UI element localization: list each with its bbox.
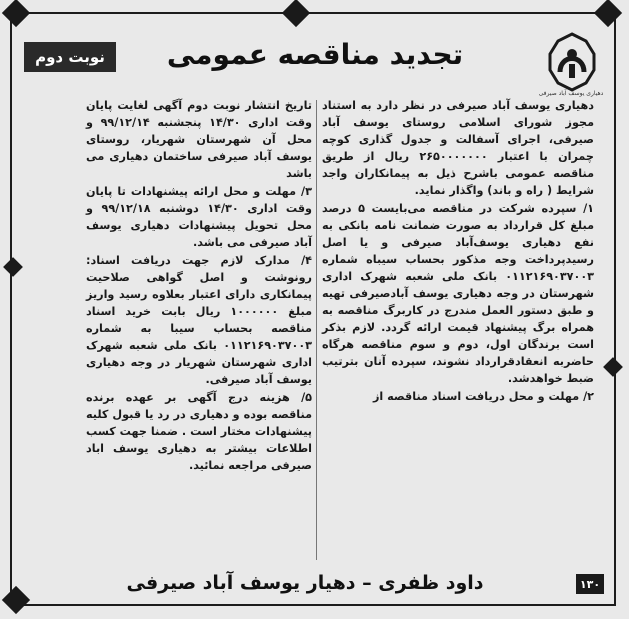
paragraph-item-2-cont: تاریخ انتشار نوبت دوم آگهی لغایت پایان وقت اداری ۱۴/۳۰ پنجشنبه ۹۹/۱۲/۱۴ و محل آن شهرستان شهریار، روستای یوسف آباد صیرفی ساختمان دهیاری می باشد [86,99,312,180]
paragraph-item-1: ۱/ سپرده شرکت در مناقصه می‌بایست ۵ درصد مبلغ کل قرارداد به صورت ضمانت نامه بانکی به نفع دهیاری یوسف‌آباد صیرفی و یا اصل رسید‌پرداخت وجه مذکور بحساب سیباه شماره ۰۱۱۲۱۶۹۰۳۷۰۰۳ بانک ملی شعبه شهرک اداری شهرستان در وجه دهیاری یوسف آبادصیرفی تهیه و طبق دستور العمل مندرج در کاربرگ مناقصه به همراه برگ پیشنهاد قیمت ارائه گردد. لازم بذکر است برندگان اول، دوم و سوم مناقصه هرگاه حاضربه انعقادقرارداد نشوند، سپرده آنان بترتیب ضبط خواهدشد. [322,202,594,385]
paragraph-item-5: ۵/ هزینه درج آگهی بر عهده برنده مناقصه بوده و دهیاری در رد یا قبول کلیه پیشنهادات مختار است . ضمنا جهت کسب اطلاعات بیشتر به دهیاری یوسف اباد صیرفی مراجعه نمائید. [86,391,312,472]
paragraph-item-3: ۳/ مهلت و محل ارائه پیشنهادات تا پایان وقت اداری ۱۴/۳۰ دوشنبه ۹۹/۱۲/۱۸ و محل تحویل پیشنهادات دهیاری یوسف آباد صیرفی می باشد. [86,185,312,249]
paragraph-item-4: ۴/ مدارک لازم جهت دریافت اسناد: رونوشت و اصل گواهی صلاحیت پیمانکاری دارای اعتبار بعلاوه رسید واریز مبلغ ۱۰۰۰۰۰۰ ریال بابت خرید اسناد مناقصه بحساب سیبا به شماره ۰۱۱۲۱۶۹۰۳۷۰۰۳ بانک ملی شعبه شهرک اداری شهرستان شهریار در وجه دهیاری یوسف آباد صیرفی. [86,254,312,386]
announcement-column-right [322,97,594,406]
page-title: تجدید مناقصه عمومی [166,38,464,71]
round-badge: نوبت دوم [24,42,116,72]
column-divider [316,100,317,560]
announcement-column-left [86,97,312,475]
header [20,32,610,97]
page-number: ۱۳۰ [576,574,604,594]
signature-line: داود ظفری – دهیار یوسف آباد صیرفی [126,572,484,594]
organization-logo-icon [542,32,602,92]
paragraph-intro: دهیاری یوسف آباد صیرفی در نظر دارد به استناد مجوز شورای اسلامی روستای یوسف آباد صیرفی، اجرای آسفالت و جدول گذاری کوچه چمران با اعتبار ۲۶۵۰۰۰۰۰۰۰ ریال از طریق مناقصه عمومی باشرح ذیل به پیمانکاران واجد شرایط ( راه و باند) واگذار نماید. [322,99,594,197]
paragraph-item-2-start: ۲/ مهلت و محل دریافت اسناد مناقصه از [372,390,594,403]
logo-caption: دهیاری یوسف آباد صیرفی [538,90,604,97]
